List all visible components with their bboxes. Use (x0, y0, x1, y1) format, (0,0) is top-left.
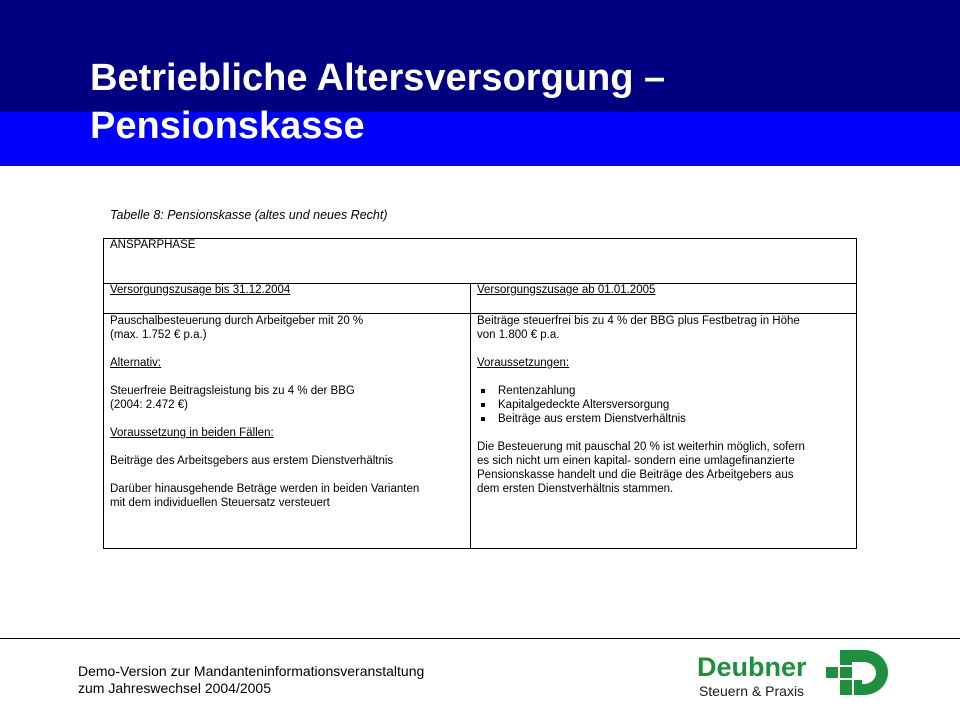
footer-divider (0, 638, 960, 639)
left-body-cell (104, 314, 471, 549)
right-body-cell (471, 314, 857, 549)
right-text-2: von 1.800 € p.a. (477, 329, 560, 341)
bullet-square-icon (481, 389, 485, 393)
left-text-5: Beiträge des Arbeitsgebers aus erstem Dienstverhältnis (110, 455, 394, 467)
bullet-text: Beiträge aus erstem Dienstverhältnis (498, 413, 686, 425)
bullet-text: Kapitalgedeckte Altersversorgung (498, 399, 670, 411)
left-text-4: (2004: 2.472 €) (110, 399, 189, 411)
bullet-text: Rentenzahlung (498, 385, 576, 397)
bullet-item (477, 384, 850, 398)
bullet-item (477, 412, 850, 426)
title-line-1: Betriebliche Altersversorgung – (90, 57, 666, 99)
left-text-6: Darüber hinausgehende Beträge werden in beiden Varianten (110, 483, 420, 495)
title-line-2: Pensionskasse (90, 105, 365, 147)
logo-wordmark: Deubner (697, 652, 807, 682)
pension-table (103, 238, 857, 549)
slide-title (90, 54, 665, 150)
right-heading: Versorgungszusage ab 01.01.2005 (471, 284, 857, 314)
footer-text (78, 663, 424, 697)
bullet-square-icon (481, 403, 485, 407)
right-text-6: dem ersten Dienstverhältnis stammen. (477, 483, 674, 495)
right-text-3: Die Besteuerung mit pauschal 20 % ist weiterhin möglich, sofern (477, 441, 805, 453)
left-heading: Versorgungszusage bis 31.12.2004 (104, 284, 471, 314)
footer-line-1: Demo-Version zur Mandanteninformationsveranstaltung (78, 663, 425, 679)
table-caption: Tabelle 8: Pensionskasse (altes und neues Recht) (110, 208, 388, 222)
right-req-label: Voraussetzungen: (477, 357, 570, 369)
right-text-4: es sich nicht um einen kapital- sondern eine umlagefinanzierte (477, 455, 795, 467)
right-text-5: Pensionskasse handelt und die Beiträge des Arbeitgebers aus (477, 469, 794, 481)
footer-line-2: zum Jahreswechsel 2004/2005 (78, 680, 272, 696)
left-text-7: mit dem individuellen Steuersatz versteuert (110, 497, 330, 509)
left-text-1: Pauschalbesteuerung durch Arbeitgeber mit 20 % (110, 315, 364, 327)
phase-cell: ANSPARPHASE (104, 239, 857, 284)
right-text-1: Beiträge steuerfrei bis zu 4 % der BBG plus Festbetrag in Höhe (477, 315, 800, 327)
deubner-logo-icon (826, 648, 890, 698)
left-alt-label: Alternativ: (110, 357, 162, 369)
left-text-2: (max. 1.752 € p.a.) (110, 329, 207, 341)
bullet-item (477, 398, 850, 412)
bullet-square-icon (481, 417, 485, 421)
left-text-3: Steuerfreie Beitragsleistung bis zu 4 % der BBG (110, 385, 355, 397)
left-cond-label: Voraussetzung in beiden Fällen: (110, 427, 274, 439)
logo-subtitle: Steuern & Praxis (699, 683, 805, 699)
